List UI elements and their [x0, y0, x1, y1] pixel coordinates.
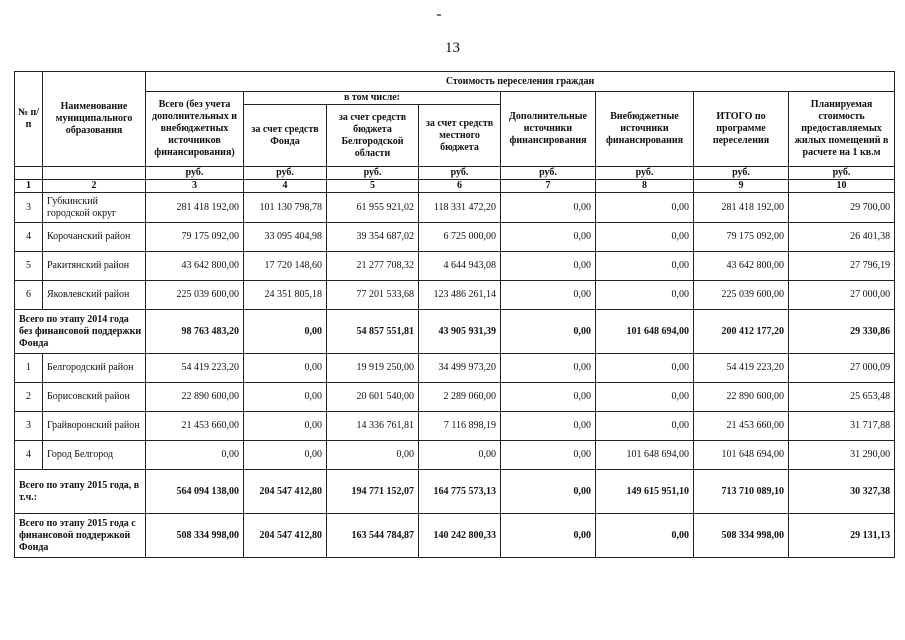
column-number: 6 [419, 180, 501, 193]
value-cell: 564 094 138,00 [146, 470, 244, 514]
value-cell: 21 453 660,00 [146, 412, 244, 441]
value-cell: 200 412 177,20 [694, 310, 789, 354]
value-cell: 204 547 412,80 [244, 470, 327, 514]
header-fund: за счет средств Фонда [244, 105, 327, 167]
table-row [15, 412, 895, 441]
value-cell: 2 289 060,00 [419, 383, 501, 412]
value-cell: 0,00 [596, 514, 694, 558]
value-cell: 508 334 998,00 [694, 514, 789, 558]
municipality-name: Губкинский городской округ [43, 193, 146, 223]
column-number: 2 [43, 180, 146, 193]
value-cell: 0,00 [596, 252, 694, 281]
subtotal-row [15, 514, 895, 558]
value-cell: 27 000,09 [789, 354, 895, 383]
value-cell: 0,00 [419, 441, 501, 470]
value-cell: 22 890 600,00 [694, 383, 789, 412]
municipality-name: Яковлевский район [43, 281, 146, 310]
column-number: 9 [694, 180, 789, 193]
value-cell: 0,00 [501, 193, 596, 223]
unit-label: руб. [419, 167, 501, 180]
value-cell: 14 336 761,81 [327, 412, 419, 441]
header-regional-budget: за счет средств бюджета Белгородской области [327, 105, 419, 167]
value-cell: 0,00 [501, 223, 596, 252]
value-cell: 6 725 000,00 [419, 223, 501, 252]
page-number: 13 [445, 40, 460, 56]
header-local-budget: за счет средств местного бюджета [419, 105, 501, 167]
column-number: 8 [596, 180, 694, 193]
value-cell: 508 334 998,00 [146, 514, 244, 558]
header-including: в том числе: [244, 92, 501, 105]
value-cell: 164 775 573,13 [419, 470, 501, 514]
header-municipality: Наименование муниципального образования [43, 72, 146, 167]
value-cell: 79 175 092,00 [146, 223, 244, 252]
value-cell: 0,00 [244, 354, 327, 383]
unit-label: руб. [327, 167, 419, 180]
value-cell: 204 547 412,80 [244, 514, 327, 558]
value-cell: 101 648 694,00 [694, 441, 789, 470]
table-row [15, 383, 895, 412]
municipality-name: Грайворонский район [43, 412, 146, 441]
value-cell: 34 499 973,20 [419, 354, 501, 383]
value-cell: 29 330,86 [789, 310, 895, 354]
value-cell: 22 890 600,00 [146, 383, 244, 412]
unit-label: руб. [694, 167, 789, 180]
value-cell: 17 720 148,60 [244, 252, 327, 281]
value-cell: 101 648 694,00 [596, 310, 694, 354]
value-cell: 0,00 [596, 193, 694, 223]
value-cell: 0,00 [596, 412, 694, 441]
value-cell: 123 486 261,14 [419, 281, 501, 310]
value-cell: 225 039 600,00 [146, 281, 244, 310]
subtotal-row [15, 310, 895, 354]
header-extrabudgetary-sources: Внебюджетные источники финансирования [596, 92, 694, 167]
row-number: 4 [15, 441, 43, 470]
value-cell: 163 544 784,87 [327, 514, 419, 558]
header-program-total: ИТОГО по программе переселения [694, 92, 789, 167]
value-cell: 27 000,00 [789, 281, 895, 310]
municipality-name: Белгородский район [43, 354, 146, 383]
scan-artifact [437, 14, 441, 16]
column-number: 4 [244, 180, 327, 193]
value-cell: 140 242 800,33 [419, 514, 501, 558]
municipality-name: Корочанский район [43, 223, 146, 252]
row-number: 4 [15, 223, 43, 252]
table-row [15, 354, 895, 383]
value-cell: 0,00 [244, 383, 327, 412]
column-number: 5 [327, 180, 419, 193]
value-cell: 0,00 [327, 441, 419, 470]
value-cell: 225 039 600,00 [694, 281, 789, 310]
value-cell: 0,00 [501, 252, 596, 281]
value-cell: 0,00 [244, 441, 327, 470]
subtotal-label: Всего по этапу 2014 года без финансовой поддержки Фонда [15, 310, 146, 354]
value-cell: 20 601 540,00 [327, 383, 419, 412]
row-number: 3 [15, 412, 43, 441]
value-cell: 0,00 [244, 412, 327, 441]
value-cell: 0,00 [501, 310, 596, 354]
value-cell: 31 717,88 [789, 412, 895, 441]
column-number: 1 [15, 180, 43, 193]
value-cell: 281 418 192,00 [146, 193, 244, 223]
unit-label: руб. [244, 167, 327, 180]
unit-label: руб. [146, 167, 244, 180]
value-cell: 0,00 [596, 223, 694, 252]
header-total: Всего (без учета дополнительных и внебюджетных источников финансирования) [146, 92, 244, 167]
value-cell: 149 615 951,10 [596, 470, 694, 514]
subtotal-label: Всего по этапу 2015 года, в т.ч.: [15, 470, 146, 514]
row-number: 3 [15, 193, 43, 223]
municipality-name: Борисовский район [43, 383, 146, 412]
value-cell: 31 290,00 [789, 441, 895, 470]
table-row [15, 223, 895, 252]
value-cell: 0,00 [501, 514, 596, 558]
header-number: № п/п [15, 72, 43, 167]
value-cell: 0,00 [596, 281, 694, 310]
table-row [15, 281, 895, 310]
value-cell: 27 796,19 [789, 252, 895, 281]
value-cell: 0,00 [596, 383, 694, 412]
value-cell: 54 857 551,81 [327, 310, 419, 354]
row-number: 6 [15, 281, 43, 310]
value-cell: 0,00 [244, 310, 327, 354]
value-cell: 194 771 152,07 [327, 470, 419, 514]
value-cell: 101 130 798,78 [244, 193, 327, 223]
value-cell: 281 418 192,00 [694, 193, 789, 223]
value-cell: 0,00 [501, 281, 596, 310]
row-number: 1 [15, 354, 43, 383]
value-cell: 29 700,00 [789, 193, 895, 223]
column-number: 10 [789, 180, 895, 193]
value-cell: 0,00 [501, 470, 596, 514]
value-cell: 39 354 687,02 [327, 223, 419, 252]
value-cell: 21 453 660,00 [694, 412, 789, 441]
unit-label: руб. [501, 167, 596, 180]
table-row [15, 441, 895, 470]
value-cell: 79 175 092,00 [694, 223, 789, 252]
subtotal-label: Всего по этапу 2015 года с финансовой поддержкой Фонда [15, 514, 146, 558]
header-additional-sources: Дополнительные источники финансирования [501, 92, 596, 167]
value-cell: 0,00 [501, 383, 596, 412]
municipality-name: Ракитянский район [43, 252, 146, 281]
value-cell: 21 277 708,32 [327, 252, 419, 281]
value-cell: 33 095 404,98 [244, 223, 327, 252]
table-row [15, 193, 895, 223]
unit-label: руб. [596, 167, 694, 180]
municipality-name: Город Белгород [43, 441, 146, 470]
value-cell: 98 763 483,20 [146, 310, 244, 354]
row-number: 2 [15, 383, 43, 412]
value-cell: 0,00 [146, 441, 244, 470]
value-cell: 54 419 223,20 [694, 354, 789, 383]
value-cell: 713 710 089,10 [694, 470, 789, 514]
value-cell: 43 642 800,00 [694, 252, 789, 281]
value-cell: 0,00 [501, 412, 596, 441]
value-cell: 25 653,48 [789, 383, 895, 412]
table-row [15, 252, 895, 281]
value-cell: 7 116 898,19 [419, 412, 501, 441]
header-planned-cost: Планируемая стоимость предоставляемых жилых помещений в расчете на 1 кв.м [789, 92, 895, 167]
header-cost-group: Стоимость переселения граждан [146, 72, 895, 92]
value-cell: 19 919 250,00 [327, 354, 419, 383]
value-cell: 101 648 694,00 [596, 441, 694, 470]
column-number: 3 [146, 180, 244, 193]
value-cell: 0,00 [501, 441, 596, 470]
units-row [15, 167, 895, 180]
value-cell: 29 131,13 [789, 514, 895, 558]
row-number: 5 [15, 252, 43, 281]
value-cell: 77 201 533,68 [327, 281, 419, 310]
column-numbers-row [15, 180, 895, 193]
value-cell: 30 327,38 [789, 470, 895, 514]
value-cell: 0,00 [596, 354, 694, 383]
value-cell: 43 905 931,39 [419, 310, 501, 354]
value-cell: 54 419 223,20 [146, 354, 244, 383]
unit-label: руб. [789, 167, 895, 180]
value-cell: 24 351 805,18 [244, 281, 327, 310]
subtotal-row [15, 470, 895, 514]
resettlement-cost-table [14, 71, 895, 558]
value-cell: 61 955 921,02 [327, 193, 419, 223]
column-number: 7 [501, 180, 596, 193]
value-cell: 43 642 800,00 [146, 252, 244, 281]
value-cell: 0,00 [501, 354, 596, 383]
value-cell: 26 401,38 [789, 223, 895, 252]
value-cell: 4 644 943,08 [419, 252, 501, 281]
value-cell: 118 331 472,20 [419, 193, 501, 223]
